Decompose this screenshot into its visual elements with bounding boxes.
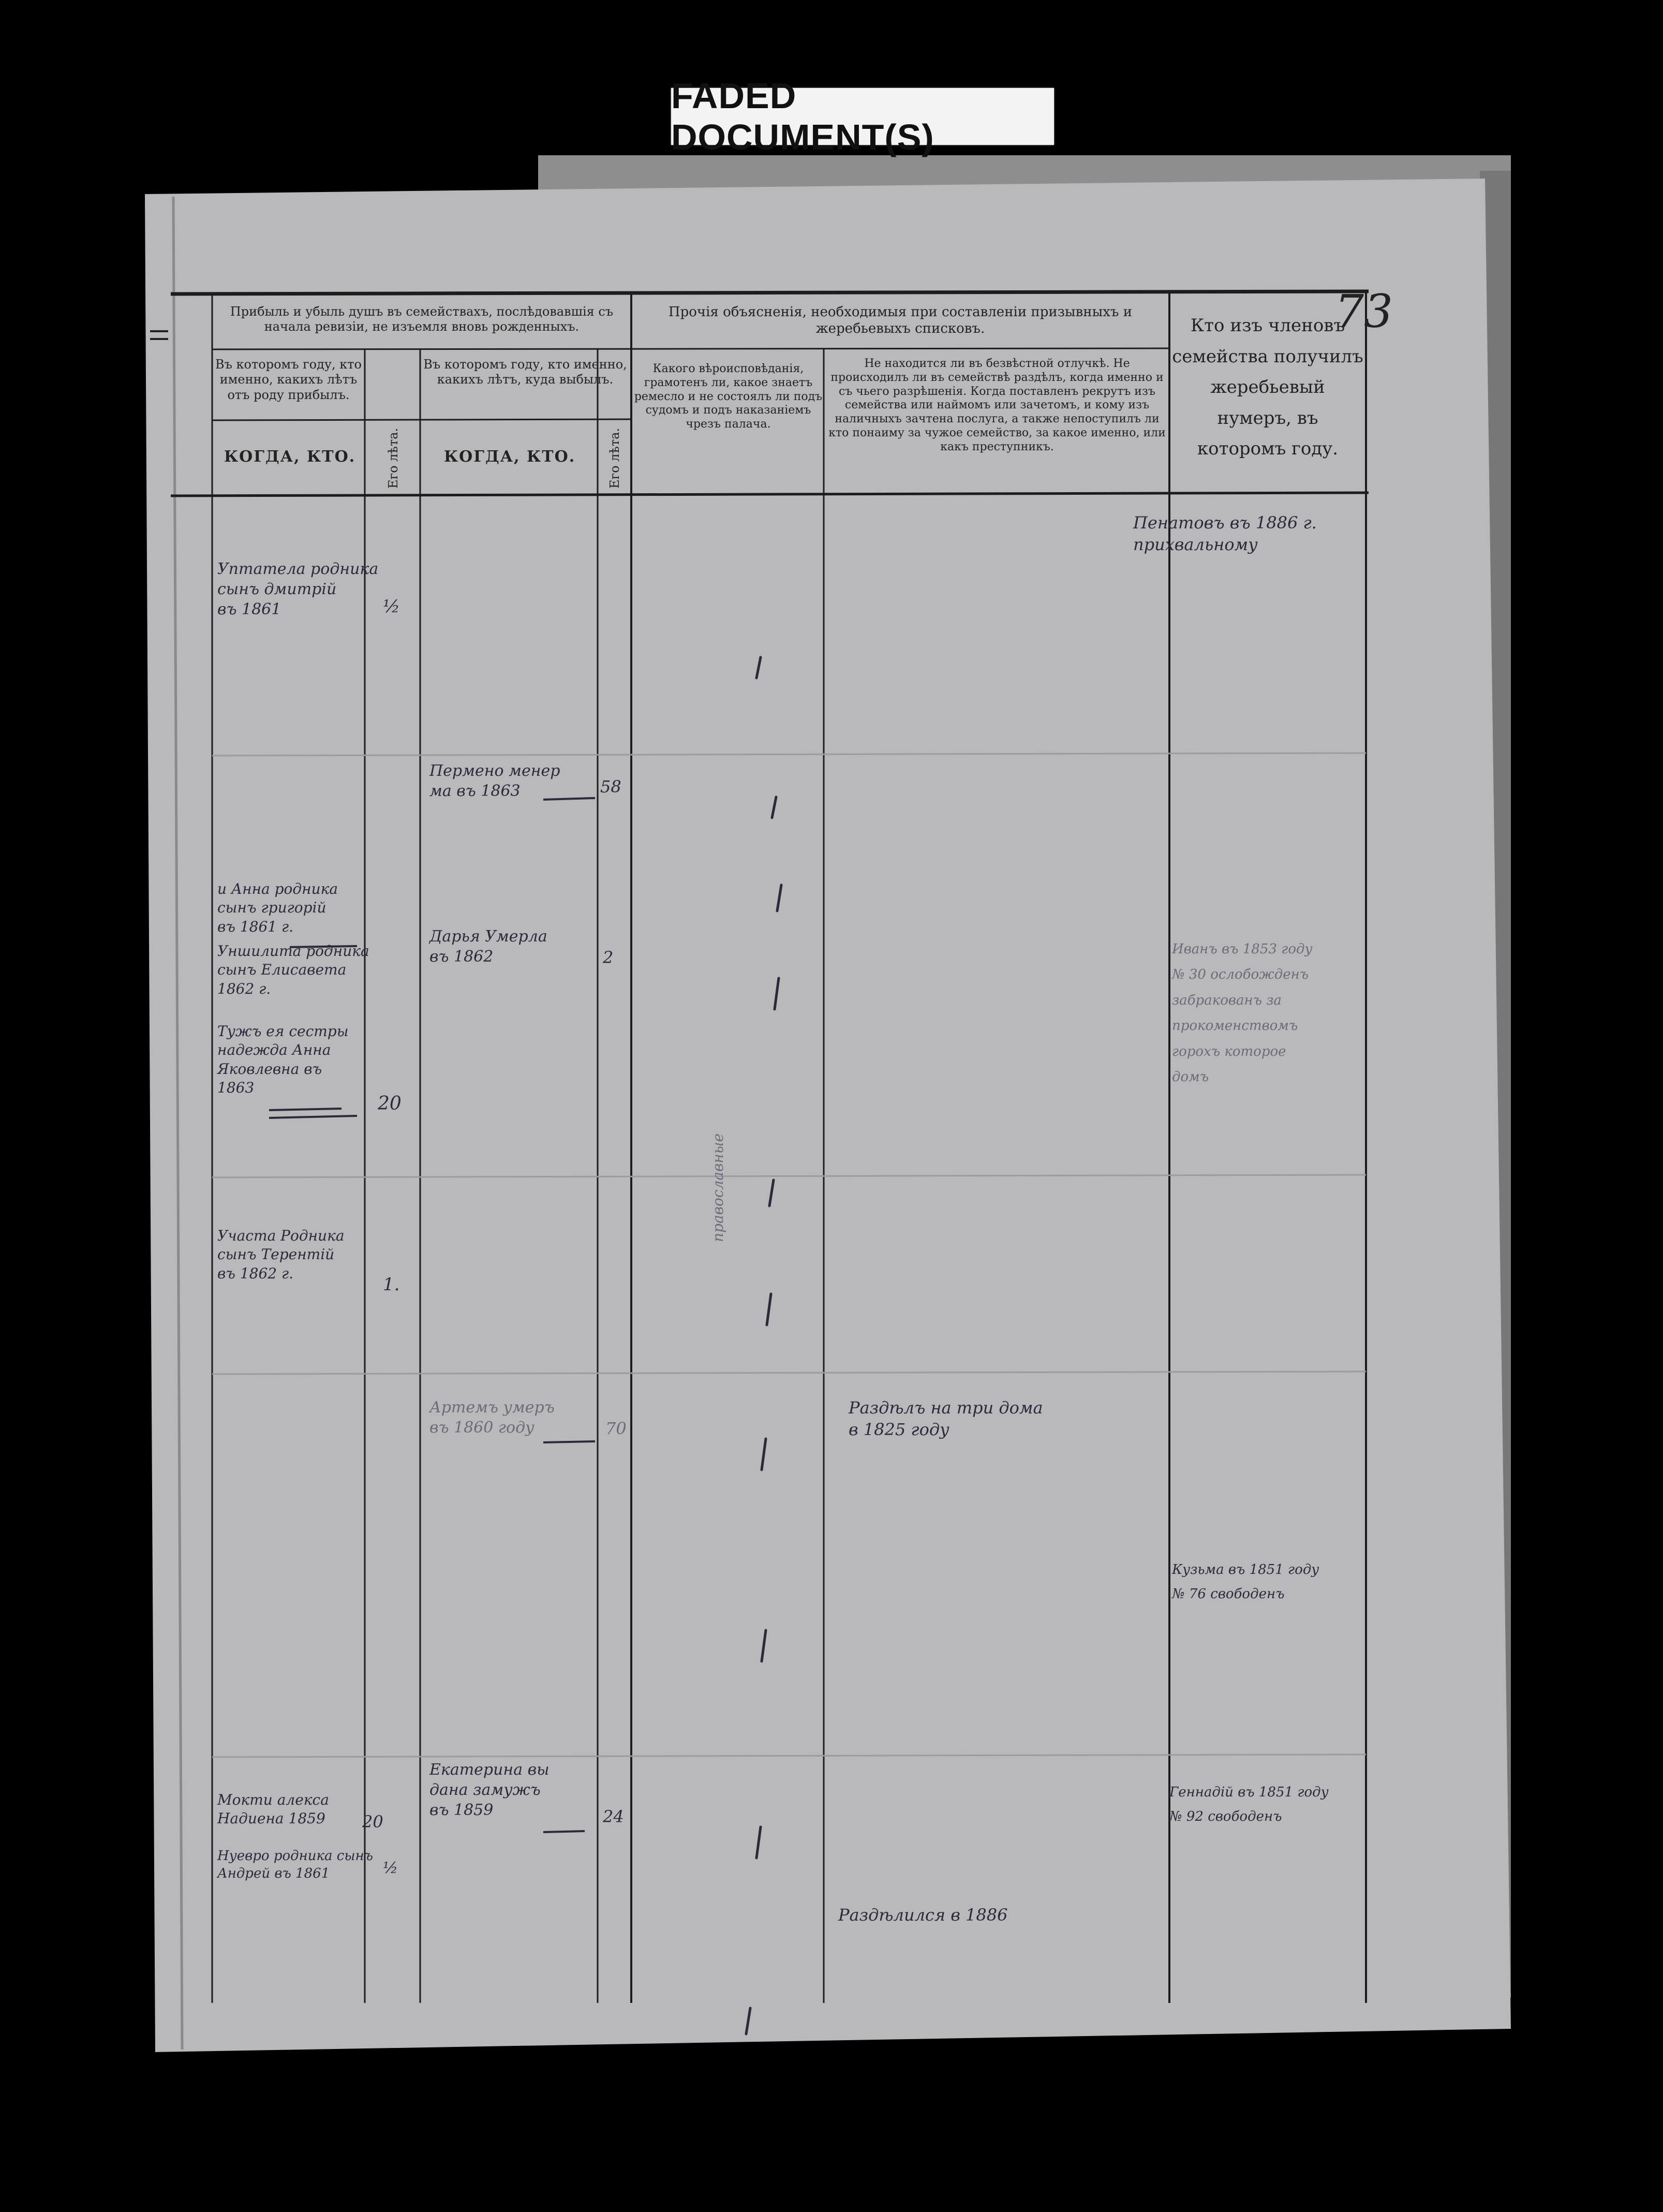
departed-entry-2: Дарья Умерла въ 1862 [429, 927, 547, 966]
lot-entry-2: Иванъ въ 1853 году № 30 ослобожденъ забракованъ за прокоменствомъ горохъ которое домъ [1172, 941, 1313, 1085]
arrived-entry-6: Мокти алекса Надиена 1859 [217, 1791, 329, 1827]
religion-note: православные [709, 1133, 726, 1242]
arrived-age-4: 20 [378, 1093, 402, 1114]
header-lot: Кто изъ членовъ семейства получилъ жеребьевый нумеръ, въ которомъ году. [1172, 315, 1363, 459]
departed-entry-3: Артемъ умеръ въ 1860 году [429, 1398, 555, 1437]
header-age-departed: Его лѣта. [607, 427, 622, 489]
absence-note-1: Раздѣлъ на три дома в 1825 году [849, 1398, 1043, 1439]
header-sub-arrived: Въ которомъ году, кто именно, какихъ лѣтъ отъ роду прибылъ. [215, 357, 362, 402]
faded-document-label [671, 76, 1054, 157]
header-group-left: Прибыль и убыль душъ въ семействахъ, послѣдовавшія съ начала ревизіи, не изъемля вновь рожденныхъ. [230, 304, 614, 334]
departed-entry-1: Пермено менер ма въ 1863 [429, 762, 560, 800]
lot-entry-1: Пенатовъ въ 1886 г. прихвальному [1133, 513, 1317, 554]
arrived-age-1: ½ [383, 596, 400, 617]
departed-age-1: 58 [600, 777, 621, 797]
header-when-who-departed: КОГДА, КТО. [443, 448, 576, 466]
arrived-age-6: 20 [362, 1812, 383, 1832]
departed-entry-4: Екатерина вы дана замужъ въ 1859 [429, 1761, 550, 1819]
label-text: FADED DOCUMENT(S) [671, 76, 934, 157]
arrived-entry-4: Тужъ ея сестры надежда Анна Яковлевна въ 1863 [217, 1023, 349, 1097]
arrived-entry-7: Нуевро родника сынъ Андрей въ 1861 [217, 1848, 373, 1881]
page-number: 73 [1335, 285, 1393, 338]
header-religion: Какого вѣроисповѣданія, грамотенъ ли, какое знаетъ ремесло и не состоялъ ли подъ судомъ и подъ наказаніемъ чрезъ палача. [634, 362, 823, 431]
arrived-age-5: 1. [383, 1274, 400, 1295]
arrived-entry-1: Уптатела родника сынъ дмитрій въ 1861 [217, 560, 379, 618]
arrived-entry-5: Участа Родника сынъ Терентій въ 1862 г. [217, 1227, 345, 1282]
departed-age-4: 24 [603, 1807, 624, 1826]
departed-age-3: 70 [605, 1419, 627, 1438]
arrived-entry-3: Уншилита родника сынъ Елисавета 1862 г. [217, 942, 369, 997]
header-absence: Не находится ли въ безвѣстной отлучкѣ. Не происходилъ ли въ семействѣ раздѣлъ, когда именно и съ чьего разрѣшенія. Когда поставленъ рекрутъ изъ семейства или наймомъ или зачетомъ, и кому изъ наличныхъ зачтена послуга, а также непоступилъ ли кто понаиму за чужое семейство, за какое именно, или какъ преступникъ. [828, 357, 1166, 453]
header-when-who-arrived: КОГДА, КТО. [224, 448, 356, 466]
header-group-mid: Прочія объясненія, необходимыя при составленіи призывныхъ и жеребьевыхъ списковъ. [668, 304, 1133, 336]
arrived-age-7: ½ [383, 1859, 398, 1877]
lot-entry-4: Геннадій въ 1851 году № 92 свободенъ [1169, 1785, 1329, 1824]
header-age-arrived: Его лѣта. [386, 427, 400, 489]
arrived-entry-2: и Анна родника сынъ григорій въ 1861 г. [217, 880, 338, 935]
departed-age-2: 2 [603, 948, 614, 967]
header-sub-departed: Въ которомъ году, кто именно, какихъ лѣтъ, куда выбылъ. [423, 357, 627, 387]
absence-note-2: Раздѣлился в 1886 [838, 1905, 1008, 1925]
lot-entry-3: Кузьма въ 1851 году № 76 свободенъ [1172, 1562, 1319, 1602]
